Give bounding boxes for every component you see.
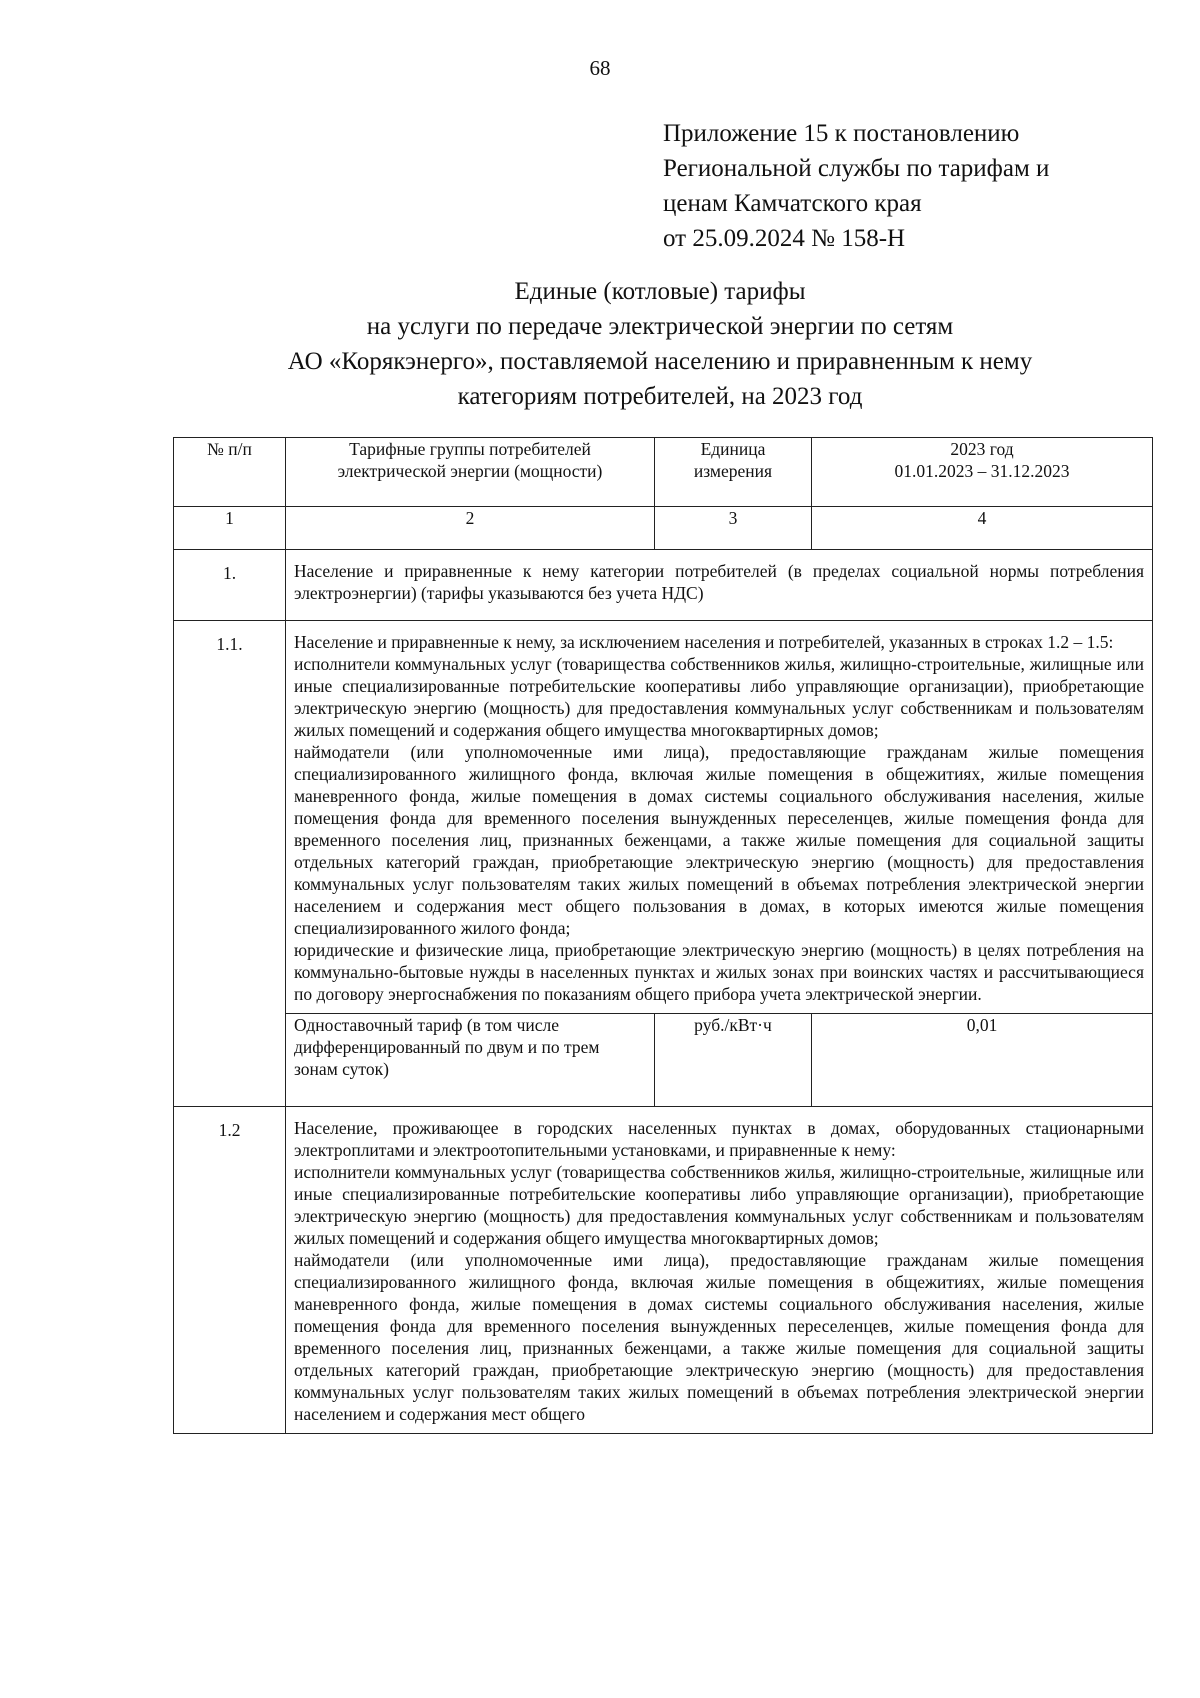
appendix-line: ценам Камчатского края xyxy=(663,190,922,217)
column-numbers-row xyxy=(174,507,1153,550)
header-period-line: 01.01.2023 – 31.12.2023 xyxy=(894,461,1070,481)
title-line: АО «Корякэнерго», поставляемой населению и приравненным к нему xyxy=(287,348,1033,375)
header-group-line: электрической энергии (мощности) xyxy=(337,461,603,481)
header-unit-line: измерения xyxy=(693,461,773,481)
document-title xyxy=(170,274,1150,414)
description-paragraph: наймодатели (или уполномоченные ими лица), предоставляющие гражданам жилые помещения специализированного жилищного фонда, включая жилые помещения в общежитиях, жилые помещения маневренного фонда, жилые помещения в домах системы социального обслуживания населения, жилые помещения фонда для временного поселения вынужденных переселенцев, жилые помещения фонда для временного поселения лиц, признанных беженцами, а также жилые помещения для социальной защиты отдельных категорий граждан, приобретающие электрическую энергию (мощность) для предоставления коммунальных услуг пользователям таких жилых помещений в объемах потребления электрической энергии населением и содержания мест общего xyxy=(294,1250,1144,1424)
title-line: категориям потребителей, на 2023 год xyxy=(457,383,863,410)
header-group-line: Тарифные группы потребителей xyxy=(349,439,591,459)
section-description: Население и приравненные к нему категории потребителей (в пределах социальной нормы потребления электроэнергии) (тарифы указываются без учета НДС) xyxy=(286,550,1153,621)
description-paragraph: наймодатели (или уполномоченные ими лица), предоставляющие гражданам жилые помещения специализированного жилищного фонда, включая жилые помещения в общежитиях, жилые помещения маневренного фонда, жилые помещения в домах системы социального обслуживания населения, жилые помещения фонда для временного поселения вынужденных переселенцев, жилые помещения фонда для временного поселения лиц, признанных беженцами, а также жилые помещения для социальной защиты отдельных категорий граждан, приобретающие электрическую энергию (мощность) для предоставления коммунальных услуг пользователям таких жилых помещений в объемах потребления электрической энергии населением и содержания мест общего пользования в домах, в которых имеются жилые помещения специализированного жилого фонда; xyxy=(294,742,1144,938)
table-row xyxy=(174,621,1153,1014)
table-row xyxy=(174,1107,1153,1434)
tariff-row xyxy=(174,1014,1153,1107)
appendix-line: Приложение 15 к постановлению xyxy=(663,120,1020,147)
row-description xyxy=(286,621,1153,1014)
column-number: 3 xyxy=(655,507,812,550)
appendix-reference xyxy=(663,116,1049,256)
header-group xyxy=(286,438,655,507)
row-number: 1.1. xyxy=(174,621,286,1107)
column-number: 4 xyxy=(812,507,1153,550)
header-unit-line: Единица xyxy=(700,439,766,459)
row-number: 1. xyxy=(174,550,286,621)
table-header-row xyxy=(174,438,1153,507)
title-line: Единые (котловые) тарифы xyxy=(514,278,806,305)
header-num: № п/п xyxy=(174,438,286,507)
description-paragraph: Население, проживающее в городских населенных пунктах в домах, оборудованных стационарными электроплитами и электроотопительными установками, и приравненные к нему: xyxy=(294,1118,1144,1160)
appendix-line: от 25.09.2024 № 158-Н xyxy=(663,225,906,252)
appendix-line: Региональной службы по тарифам и xyxy=(663,155,1050,182)
column-number: 1 xyxy=(174,507,286,550)
title-line: на услуги по передаче электрической энергии по сетям xyxy=(366,313,954,340)
description-paragraph: исполнители коммунальных услуг (товарищества собственников жилья, жилищно-строительные, жилищные или иные специализированные потребительские кооперативы либо управляющие организации), приобретающие электрическую энергию (мощность) для предоставления коммунальных услуг собственникам и пользователям жилых помещений и содержания общего имущества многоквартирных домов; xyxy=(294,654,1144,740)
header-period-line: 2023 год xyxy=(950,439,1014,459)
tariff-name: Одноставочный тариф (в том числе дифференцированный по двум и по трем зонам суток) xyxy=(286,1014,655,1107)
header-period xyxy=(812,438,1153,507)
page-number: 68 xyxy=(589,56,611,80)
row-number: 1.2 xyxy=(174,1107,286,1434)
tariff-value: 0,01 xyxy=(812,1014,1153,1107)
description-paragraph: исполнители коммунальных услуг (товарищества собственников жилья, жилищно-строительные, жилищные или иные специализированные потребительские кооперативы либо управляющие организации), приобретающие электрическую энергию (мощность) для предоставления коммунальных услуг собственникам и пользователям жилых помещений и содержания общего имущества многоквартирных домов; xyxy=(294,1162,1144,1248)
tariff-unit: руб./кВт·ч xyxy=(655,1014,812,1107)
row-description xyxy=(286,1107,1153,1434)
header-unit xyxy=(655,438,812,507)
section-row xyxy=(174,550,1153,621)
description-paragraph: Население и приравненные к нему, за исключением населения и потребителей, указанных в строках 1.2 – 1.5: xyxy=(294,632,1114,652)
tariff-table xyxy=(173,437,1153,1434)
column-number: 2 xyxy=(286,507,655,550)
description-paragraph: юридические и физические лица, приобретающие электрическую энергию (мощность) в целях потребления на коммунально-бытовые нужды в населенных пунктах и жилых зонах при воинских частях и рассчитывающиеся по договору энергоснабжения по показаниям общего прибора учета электрической энергии. xyxy=(294,940,1144,1004)
